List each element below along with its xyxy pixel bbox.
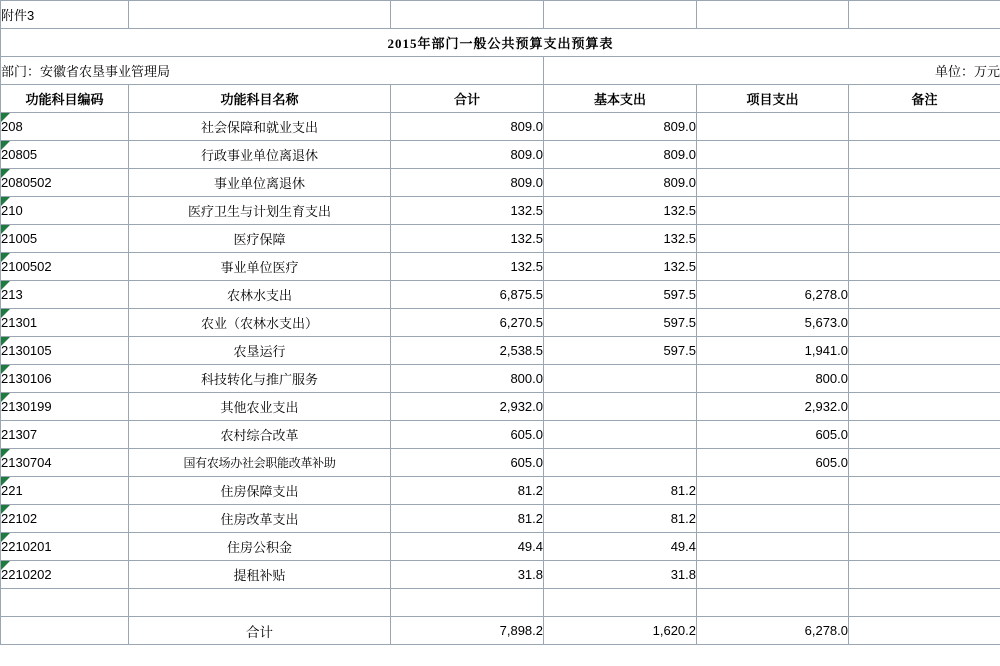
cell-note — [849, 365, 1000, 393]
cell-project: 6,278.0 — [697, 281, 849, 309]
cell-project: 5,673.0 — [697, 309, 849, 337]
table-row — [1, 505, 1000, 533]
cell-note — [849, 113, 1000, 141]
cell-total: 800.0 — [391, 365, 544, 393]
cell-project: 2,932.0 — [697, 393, 849, 421]
cell-note — [849, 617, 1000, 645]
cell-name: 医疗保障 — [129, 225, 391, 253]
cell-basic: 809.0 — [544, 113, 697, 141]
cell-basic — [544, 421, 697, 449]
cell-total: 605.0 — [391, 449, 544, 477]
cell-total: 132.5 — [391, 225, 544, 253]
cell-basic — [544, 589, 697, 617]
cell-name: 科技转化与推广服务 — [129, 365, 391, 393]
cell-code: 2210201 — [1, 533, 129, 561]
cell-project — [697, 533, 849, 561]
cell-total: 2,538.5 — [391, 337, 544, 365]
table-row-total — [1, 617, 1000, 645]
cell-total: 132.5 — [391, 253, 544, 281]
title-row — [1, 29, 1000, 57]
cell-name: 住房改革支出 — [129, 505, 391, 533]
cell-project — [697, 141, 849, 169]
cell-name: 合计 — [129, 617, 391, 645]
cell-total: 605.0 — [391, 421, 544, 449]
cell-name: 农林水支出 — [129, 281, 391, 309]
table-row — [1, 113, 1000, 141]
table-row — [1, 169, 1000, 197]
cell-total: 809.0 — [391, 141, 544, 169]
cell-code: 2080502 — [1, 169, 129, 197]
table-row — [1, 309, 1000, 337]
cell-basic: 597.5 — [544, 309, 697, 337]
cell-total: 81.2 — [391, 505, 544, 533]
cell-total: 6,875.5 — [391, 281, 544, 309]
cell-basic: 597.5 — [544, 337, 697, 365]
cell-basic: 132.5 — [544, 225, 697, 253]
header-code: 功能科目编码 — [1, 85, 129, 113]
department-label: 部门：安徽省农垦事业管理局 — [1, 57, 544, 85]
header-name: 功能科目名称 — [129, 85, 391, 113]
table-row — [1, 253, 1000, 281]
cell-code: 2100502 — [1, 253, 129, 281]
cell-total: 7,898.2 — [391, 617, 544, 645]
cell-note — [849, 561, 1000, 589]
cell-name: 事业单位医疗 — [129, 253, 391, 281]
cell-project: 6,278.0 — [697, 617, 849, 645]
table-row — [1, 533, 1000, 561]
cell-name: 农业（农林水支出） — [129, 309, 391, 337]
column-header-row — [1, 85, 1000, 113]
header-note: 备注 — [849, 85, 1000, 113]
cell-project — [697, 253, 849, 281]
cell-code: 213 — [1, 281, 129, 309]
cell-basic: 132.5 — [544, 253, 697, 281]
cell-code — [1, 617, 129, 645]
cell-note — [849, 393, 1000, 421]
cell-basic: 31.8 — [544, 561, 697, 589]
cell-note — [849, 421, 1000, 449]
cell-code: 20805 — [1, 141, 129, 169]
subheader-row — [1, 57, 1000, 85]
cell-project — [697, 169, 849, 197]
cell-project: 605.0 — [697, 449, 849, 477]
cell-note — [849, 225, 1000, 253]
cell-basic: 809.0 — [544, 141, 697, 169]
cell-total: 132.5 — [391, 197, 544, 225]
cell-basic: 81.2 — [544, 477, 697, 505]
table-row — [1, 197, 1000, 225]
cell-name: 国有农场办社会职能改革补助 — [129, 449, 391, 477]
cell-basic: 809.0 — [544, 169, 697, 197]
cell-code: 2130106 — [1, 365, 129, 393]
cell-name: 农垦运行 — [129, 337, 391, 365]
table-row — [1, 393, 1000, 421]
cell-note — [849, 197, 1000, 225]
cell-name: 社会保障和就业支出 — [129, 113, 391, 141]
cell-code: 210 — [1, 197, 129, 225]
table-row — [1, 337, 1000, 365]
attachment-label: 附件3 — [1, 1, 129, 29]
cell-project — [697, 113, 849, 141]
unit-label: 单位：万元 — [544, 57, 1000, 85]
cell-total: 809.0 — [391, 169, 544, 197]
table-row — [1, 561, 1000, 589]
attachment-row — [1, 1, 1000, 29]
table-row — [1, 449, 1000, 477]
header-project: 项目支出 — [697, 85, 849, 113]
cell-note — [849, 449, 1000, 477]
attachment-blank-5 — [849, 1, 1000, 29]
cell-total: 81.2 — [391, 477, 544, 505]
cell-note — [849, 477, 1000, 505]
cell-basic — [544, 449, 697, 477]
cell-project — [697, 225, 849, 253]
table-row — [1, 589, 1000, 617]
cell-name: 医疗卫生与计划生育支出 — [129, 197, 391, 225]
table-row — [1, 477, 1000, 505]
cell-name: 提租补贴 — [129, 561, 391, 589]
cell-total: 809.0 — [391, 113, 544, 141]
attachment-blank-4 — [697, 1, 849, 29]
cell-project — [697, 505, 849, 533]
cell-code: 2130199 — [1, 393, 129, 421]
table-row — [1, 421, 1000, 449]
cell-note — [849, 589, 1000, 617]
table-body — [1, 1, 1000, 645]
header-basic: 基本支出 — [544, 85, 697, 113]
cell-name: 农村综合改革 — [129, 421, 391, 449]
cell-basic: 1,620.2 — [544, 617, 697, 645]
cell-code: 208 — [1, 113, 129, 141]
attachment-blank-3 — [544, 1, 697, 29]
cell-basic: 597.5 — [544, 281, 697, 309]
cell-code: 2210202 — [1, 561, 129, 589]
cell-total — [391, 589, 544, 617]
cell-project — [697, 197, 849, 225]
attachment-blank-1 — [129, 1, 391, 29]
cell-code: 21307 — [1, 421, 129, 449]
cell-project: 800.0 — [697, 365, 849, 393]
cell-project — [697, 561, 849, 589]
table-row — [1, 225, 1000, 253]
cell-basic: 81.2 — [544, 505, 697, 533]
cell-name: 行政事业单位离退休 — [129, 141, 391, 169]
cell-note — [849, 309, 1000, 337]
cell-note — [849, 337, 1000, 365]
cell-name — [129, 589, 391, 617]
cell-basic — [544, 393, 697, 421]
cell-total: 6,270.5 — [391, 309, 544, 337]
table-row — [1, 365, 1000, 393]
cell-code: 21301 — [1, 309, 129, 337]
cell-note — [849, 169, 1000, 197]
table-row — [1, 141, 1000, 169]
cell-name: 住房保障支出 — [129, 477, 391, 505]
cell-code: 2130704 — [1, 449, 129, 477]
cell-project: 605.0 — [697, 421, 849, 449]
cell-note — [849, 253, 1000, 281]
table-row — [1, 281, 1000, 309]
cell-name: 住房公积金 — [129, 533, 391, 561]
cell-project — [697, 589, 849, 617]
page-title: 2015年部门一般公共预算支出预算表 — [1, 29, 1000, 57]
cell-basic: 132.5 — [544, 197, 697, 225]
cell-total: 2,932.0 — [391, 393, 544, 421]
attachment-blank-2 — [391, 1, 544, 29]
header-total: 合计 — [391, 85, 544, 113]
cell-note — [849, 505, 1000, 533]
cell-name: 事业单位离退休 — [129, 169, 391, 197]
cell-name: 其他农业支出 — [129, 393, 391, 421]
cell-basic: 49.4 — [544, 533, 697, 561]
cell-total: 31.8 — [391, 561, 544, 589]
cell-basic — [544, 365, 697, 393]
cell-project — [697, 477, 849, 505]
cell-code: 2130105 — [1, 337, 129, 365]
cell-total: 49.4 — [391, 533, 544, 561]
cell-note — [849, 281, 1000, 309]
cell-note — [849, 533, 1000, 561]
cell-code: 21005 — [1, 225, 129, 253]
cell-project: 1,941.0 — [697, 337, 849, 365]
cell-code — [1, 589, 129, 617]
cell-code: 221 — [1, 477, 129, 505]
cell-note — [849, 141, 1000, 169]
cell-code: 22102 — [1, 505, 129, 533]
